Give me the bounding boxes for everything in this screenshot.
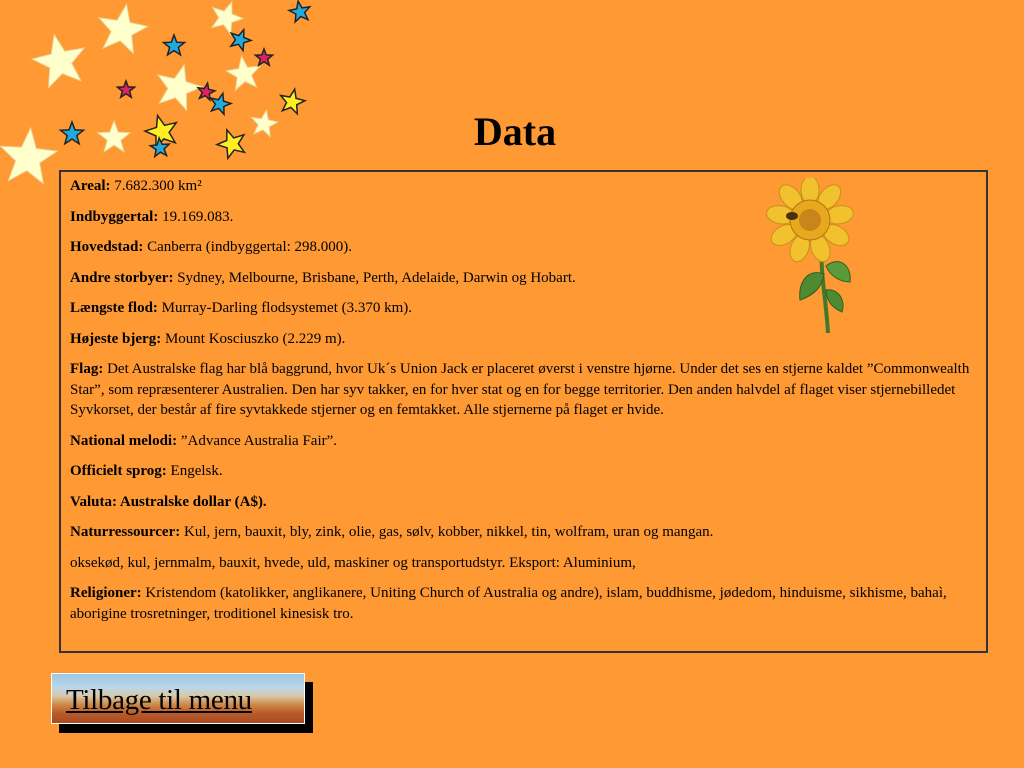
fact-religion: Religioner: Kristendom (katolikker, anglikanere, Uniting Church of Australia og andre), islam, buddhisme, jødedom, hinduisme, sikhisme, bahaì, aborigine trosretninger, troditionel kinesisk tro. xyxy=(70,585,947,622)
fact-export: oksekød, kul, jernmalm, bauxit, hvede, uld, maskiner og transportudstyr. Eksport: Aluminium, xyxy=(70,554,636,571)
fact-area: Areal: 7.682.300 km² xyxy=(70,178,202,194)
back-to-menu-button[interactable] xyxy=(51,673,313,733)
star-icon xyxy=(117,81,134,97)
fact-highest-mountain: Højeste bjerg: Mount Kosciuszko (2.229 m). xyxy=(70,330,346,347)
fact-population: Indbyggertal: 19.169.083. xyxy=(70,208,234,225)
star-icon xyxy=(288,0,312,23)
fact-language: Officielt sprog: Engelsk. xyxy=(70,463,223,479)
star-icon xyxy=(94,0,151,55)
fact-capital: Hovedstad: Canberra (indbyggertal: 298.000). xyxy=(70,239,353,255)
fact-currency: Valuta: Australske dollar (A$). xyxy=(70,493,267,510)
star-icon xyxy=(98,121,130,152)
star-icon xyxy=(208,91,233,116)
fact-resources: Naturressourcer: Kul, jern, bauxit, bly, zink, olie, gas, sølv, kobber, nikkel, tin, wolfram, uran og mangan. xyxy=(70,524,714,540)
star-icon xyxy=(249,108,280,138)
star-icon xyxy=(206,0,247,37)
star-icon xyxy=(28,29,91,90)
star-icon xyxy=(225,54,263,91)
back-to-menu-link[interactable]: Tilbage til menu xyxy=(66,684,252,716)
fact-flag: Flag: Det Australske flag har blå baggrund, hvor Uk´s Union Jack er placeret øverst i venstre hjørne. Under det ses en stjerne kaldet ”Commonwealth Star”, som repræsenterer Australien. Den har syv takker, en for hver stat og en for begge territorier. Den anden halvdel af flaget viser stjernebilledet Syvkorset, der består af fire syvtakkede stjerner og en femtakket. Alle stjernerne på flaget er hvide. xyxy=(70,361,970,418)
fact-other-cities: Andre storbyer: Sydney, Melbourne, Brisbane, Perth, Adelaide, Darwin og Hobart. xyxy=(70,269,576,286)
sunflower-image xyxy=(760,178,860,336)
star-icon xyxy=(278,87,307,115)
page-title: Data xyxy=(473,109,557,154)
fact-anthem: National melodi: ”Advance Australia Fair”. xyxy=(70,432,338,449)
star-icon xyxy=(255,49,272,65)
star-icon xyxy=(213,125,249,160)
star-icon xyxy=(151,59,206,113)
star-icon xyxy=(61,122,84,144)
button-face[interactable] xyxy=(51,673,305,724)
fact-longest-river: Længste flod: Murray-Darling flodsystemet (3.370 km). xyxy=(70,300,413,316)
star-icon xyxy=(0,126,59,185)
star-icon xyxy=(164,35,185,55)
